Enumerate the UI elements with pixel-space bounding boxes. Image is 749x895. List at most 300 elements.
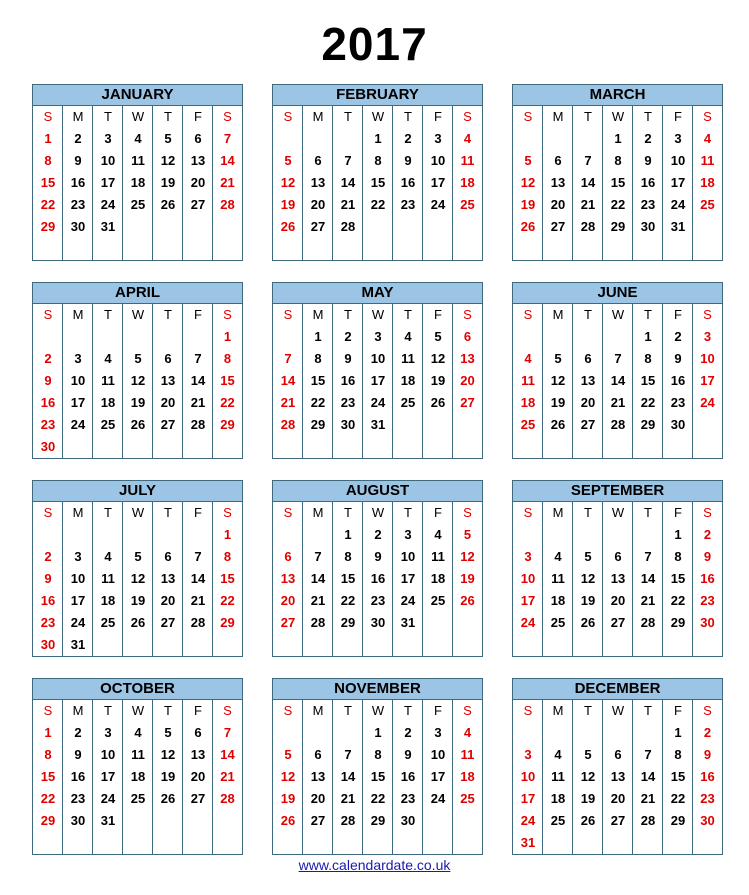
week-row <box>273 722 482 744</box>
date-cell <box>363 436 393 458</box>
date-cell: 13 <box>160 571 176 586</box>
date-cell: 29 <box>670 813 686 828</box>
date-cell: 23 <box>700 593 715 608</box>
date-cell <box>663 436 693 458</box>
date-cell <box>423 414 453 436</box>
date-cell: 29 <box>40 219 56 234</box>
date-cell: 29 <box>370 813 386 828</box>
date-cell <box>423 216 453 238</box>
week-row <box>273 832 482 854</box>
date-cell: 10 <box>70 571 86 586</box>
week-row <box>33 370 242 392</box>
date-cell: 14 <box>310 571 326 586</box>
date-cell: 25 <box>460 197 475 212</box>
date-cell: 16 <box>400 175 416 190</box>
week-row <box>273 546 482 568</box>
date-cell <box>33 326 63 348</box>
date-cell: 12 <box>160 153 176 168</box>
date-cell <box>513 634 543 656</box>
date-cell: 7 <box>314 549 322 564</box>
week-row <box>33 216 242 238</box>
date-cell: 25 <box>130 791 146 806</box>
date-cell: 19 <box>550 395 566 410</box>
date-cell: 21 <box>220 175 235 190</box>
date-cell: 19 <box>460 571 475 586</box>
date-cell: 25 <box>700 197 715 212</box>
date-cell <box>693 216 722 238</box>
date-cell <box>543 524 573 546</box>
date-cell: 12 <box>460 549 475 564</box>
date-cell <box>543 326 573 348</box>
date-cell: 8 <box>674 549 682 564</box>
week-row <box>33 348 242 370</box>
date-cell <box>303 722 333 744</box>
date-cell: 18 <box>100 395 116 410</box>
date-cell: 2 <box>404 725 412 740</box>
date-cell: 9 <box>74 747 82 762</box>
weekday-header-row <box>513 700 722 722</box>
date-cell: 27 <box>160 615 176 630</box>
weekday-label: T <box>344 109 352 124</box>
date-cell: 14 <box>220 747 235 762</box>
date-cell: 25 <box>100 417 116 432</box>
date-cell: 16 <box>700 769 715 784</box>
date-cell <box>303 436 333 458</box>
date-cell: 22 <box>370 197 386 212</box>
date-cell: 1 <box>644 329 652 344</box>
weekday-header-row <box>33 502 242 524</box>
date-cell: 4 <box>554 747 562 762</box>
date-cell: 11 <box>551 571 565 586</box>
date-cell <box>153 216 183 238</box>
date-cell: 12 <box>430 351 446 366</box>
date-cell: 30 <box>70 219 86 234</box>
date-cell: 9 <box>374 549 382 564</box>
date-cell <box>513 128 543 150</box>
date-cell: 27 <box>160 417 176 432</box>
date-cell: 18 <box>100 593 116 608</box>
weekday-label: T <box>164 505 172 520</box>
date-cell: 17 <box>70 593 86 608</box>
weekday-label: S <box>523 307 533 322</box>
weekday-label: M <box>312 109 324 124</box>
week-row <box>513 370 722 392</box>
date-cell <box>573 524 603 546</box>
date-cell: 22 <box>40 791 56 806</box>
date-cell <box>93 436 123 458</box>
date-cell: 4 <box>134 725 142 740</box>
date-cell <box>603 326 633 348</box>
date-cell: 21 <box>340 197 356 212</box>
week-row <box>513 810 722 832</box>
date-cell: 29 <box>640 417 656 432</box>
date-cell: 2 <box>374 527 382 542</box>
date-cell: 8 <box>223 351 232 366</box>
date-cell: 6 <box>284 549 292 564</box>
weekday-label: S <box>523 703 533 718</box>
date-cell: 9 <box>344 351 352 366</box>
date-cell <box>513 722 543 744</box>
date-cell: 10 <box>100 747 116 762</box>
week-row <box>513 392 722 414</box>
date-cell: 21 <box>640 791 656 806</box>
weekday-header-row <box>513 304 722 326</box>
date-cell: 21 <box>580 197 596 212</box>
week-row <box>33 128 242 150</box>
weekday-label: S <box>703 505 712 520</box>
date-cell: 1 <box>314 329 322 344</box>
date-cell <box>303 832 333 854</box>
date-cell: 22 <box>220 593 235 608</box>
week-row <box>513 744 722 766</box>
weekday-label: T <box>404 307 412 322</box>
date-cell <box>273 436 303 458</box>
weekday-label: S <box>43 505 53 520</box>
date-cell <box>453 414 482 436</box>
date-cell <box>453 612 482 634</box>
date-cell: 14 <box>280 373 296 388</box>
date-cell: 15 <box>640 373 656 388</box>
date-cell: 31 <box>100 813 116 828</box>
date-cell: 30 <box>400 813 416 828</box>
date-cell <box>63 524 93 546</box>
date-cell: 11 <box>431 549 445 564</box>
weekday-label: W <box>371 505 385 520</box>
date-cell: 1 <box>223 527 232 542</box>
date-cell: 20 <box>190 175 206 190</box>
date-cell <box>423 436 453 458</box>
date-cell: 7 <box>644 747 652 762</box>
date-cell: 20 <box>310 197 326 212</box>
date-cell: 20 <box>550 197 566 212</box>
week-row <box>273 744 482 766</box>
date-cell <box>123 326 153 348</box>
date-cell: 18 <box>430 571 446 586</box>
date-cell: 23 <box>70 791 86 806</box>
date-cell: 14 <box>340 175 356 190</box>
date-cell: 3 <box>434 131 442 146</box>
date-cell: 1 <box>344 527 352 542</box>
date-cell: 7 <box>194 549 202 564</box>
month-name: MAY <box>273 283 482 304</box>
week-row <box>513 238 722 260</box>
weekday-label: T <box>104 307 112 322</box>
week-row <box>513 590 722 612</box>
date-cell <box>393 634 423 656</box>
week-row <box>33 722 242 744</box>
date-cell: 13 <box>190 747 206 762</box>
date-cell <box>603 238 633 260</box>
date-cell: 10 <box>430 153 446 168</box>
date-cell <box>153 832 183 854</box>
week-row <box>513 150 722 172</box>
date-cell: 9 <box>44 373 52 388</box>
date-cell: 16 <box>70 175 86 190</box>
date-cell: 5 <box>164 725 172 740</box>
date-cell <box>183 524 213 546</box>
date-cell: 26 <box>280 813 296 828</box>
date-cell: 2 <box>44 549 52 564</box>
date-cell <box>423 238 453 260</box>
date-cell: 14 <box>640 571 656 586</box>
weekday-label: M <box>72 109 84 124</box>
date-cell: 24 <box>520 615 536 630</box>
weekday-label: F <box>674 703 682 718</box>
date-cell <box>183 832 213 854</box>
weekday-label: W <box>131 307 145 322</box>
date-cell: 29 <box>40 813 56 828</box>
date-cell: 2 <box>674 329 682 344</box>
date-cell: 13 <box>310 175 326 190</box>
date-cell <box>663 634 693 656</box>
date-cell <box>393 436 423 458</box>
date-cell <box>183 238 213 260</box>
date-cell: 31 <box>520 835 536 850</box>
date-cell: 5 <box>584 549 592 564</box>
date-cell: 3 <box>74 351 82 366</box>
date-cell: 17 <box>70 395 86 410</box>
week-row <box>513 568 722 590</box>
date-cell: 6 <box>194 131 202 146</box>
date-cell: 22 <box>640 395 656 410</box>
date-cell: 1 <box>674 527 682 542</box>
date-cell: 2 <box>404 131 412 146</box>
month-december <box>512 678 723 855</box>
weekday-label: M <box>552 505 564 520</box>
week-row <box>513 546 722 568</box>
date-cell: 26 <box>160 197 176 212</box>
weekday-label: S <box>523 109 533 124</box>
date-cell: 21 <box>220 769 235 784</box>
date-cell <box>93 634 123 656</box>
month-september <box>512 480 723 657</box>
date-cell: 26 <box>280 219 296 234</box>
date-cell: 11 <box>101 571 115 586</box>
date-cell: 19 <box>160 175 176 190</box>
date-cell: 10 <box>400 549 416 564</box>
date-cell: 7 <box>614 351 622 366</box>
date-cell <box>453 634 482 656</box>
date-cell: 9 <box>703 747 712 762</box>
weekday-label: T <box>404 505 412 520</box>
week-row <box>33 612 242 634</box>
weekday-label: S <box>223 307 232 322</box>
month-june <box>512 282 723 459</box>
date-cell <box>633 436 663 458</box>
weekday-header-row <box>273 700 482 722</box>
date-cell <box>603 634 633 656</box>
week-row <box>273 370 482 392</box>
week-row <box>273 612 482 634</box>
weekday-label: T <box>104 703 112 718</box>
weekday-label: S <box>463 109 472 124</box>
weekday-label: W <box>131 505 145 520</box>
date-cell: 16 <box>640 175 656 190</box>
date-cell: 19 <box>430 373 446 388</box>
date-cell <box>303 238 333 260</box>
date-cell: 29 <box>220 615 235 630</box>
date-cell: 26 <box>550 417 566 432</box>
date-cell: 6 <box>584 351 592 366</box>
date-cell: 2 <box>703 725 712 740</box>
date-cell <box>93 238 123 260</box>
date-cell: 18 <box>130 175 146 190</box>
date-cell: 19 <box>130 593 146 608</box>
weekday-header-row <box>33 700 242 722</box>
week-row <box>33 788 242 810</box>
date-cell <box>213 216 242 238</box>
weekday-label: S <box>703 307 712 322</box>
date-cell: 27 <box>580 417 596 432</box>
date-cell: 14 <box>190 373 206 388</box>
date-cell: 29 <box>670 615 686 630</box>
date-cell: 23 <box>370 593 386 608</box>
date-cell <box>603 832 633 854</box>
date-cell <box>123 832 153 854</box>
date-cell: 18 <box>460 769 475 784</box>
date-cell: 8 <box>374 153 382 168</box>
week-row <box>513 612 722 634</box>
date-cell: 20 <box>610 791 626 806</box>
date-cell: 23 <box>40 615 56 630</box>
date-cell <box>153 810 183 832</box>
date-cell: 5 <box>134 351 142 366</box>
date-cell <box>183 326 213 348</box>
month-november <box>272 678 483 855</box>
date-cell: 14 <box>580 175 596 190</box>
date-cell: 13 <box>310 769 326 784</box>
date-cell: 11 <box>401 351 415 366</box>
date-cell <box>663 238 693 260</box>
date-cell <box>123 524 153 546</box>
date-cell: 22 <box>610 197 626 212</box>
date-cell: 5 <box>434 329 442 344</box>
date-cell: 18 <box>550 593 566 608</box>
date-cell: 16 <box>40 395 56 410</box>
date-cell: 20 <box>310 791 326 806</box>
week-row <box>33 414 242 436</box>
date-cell <box>453 832 482 854</box>
date-cell: 12 <box>280 769 296 784</box>
date-cell: 3 <box>404 527 412 542</box>
weekday-label: M <box>552 109 564 124</box>
date-cell: 12 <box>520 175 536 190</box>
date-cell: 30 <box>670 417 686 432</box>
date-cell <box>393 414 423 436</box>
date-cell: 7 <box>344 153 352 168</box>
date-cell: 4 <box>434 527 442 542</box>
date-cell: 6 <box>463 329 472 344</box>
date-cell: 25 <box>430 593 446 608</box>
date-cell: 23 <box>340 395 356 410</box>
date-cell: 12 <box>130 571 146 586</box>
date-cell: 11 <box>460 747 475 762</box>
date-cell: 7 <box>344 747 352 762</box>
date-cell: 7 <box>194 351 202 366</box>
week-row <box>33 150 242 172</box>
weekday-label: F <box>434 505 442 520</box>
date-cell: 12 <box>580 571 596 586</box>
date-cell: 24 <box>70 417 86 432</box>
date-cell: 8 <box>344 549 352 564</box>
week-row <box>33 172 242 194</box>
date-cell: 2 <box>74 725 82 740</box>
date-cell: 10 <box>100 153 116 168</box>
date-cell <box>123 436 153 458</box>
week-row <box>33 744 242 766</box>
date-cell: 16 <box>70 769 86 784</box>
month-name: SEPTEMBER <box>513 481 722 502</box>
weekday-label: T <box>164 109 172 124</box>
date-cell <box>423 832 453 854</box>
date-cell: 28 <box>220 791 235 806</box>
week-row <box>273 150 482 172</box>
date-cell <box>63 436 93 458</box>
date-cell: 15 <box>370 769 386 784</box>
date-cell: 2 <box>44 351 52 366</box>
date-cell: 8 <box>223 549 232 564</box>
date-cell: 15 <box>370 175 386 190</box>
weekday-label: T <box>584 505 592 520</box>
weekday-label: M <box>72 307 84 322</box>
date-cell: 27 <box>460 395 475 410</box>
date-cell: 1 <box>374 131 382 146</box>
weekday-label: W <box>371 307 385 322</box>
date-cell: 13 <box>580 373 596 388</box>
month-october <box>32 678 243 855</box>
weekday-label: T <box>104 109 112 124</box>
date-cell <box>513 238 543 260</box>
date-cell: 6 <box>614 747 622 762</box>
date-cell <box>153 634 183 656</box>
weekday-label: S <box>523 505 533 520</box>
date-cell: 9 <box>703 549 712 564</box>
website-link[interactable]: www.calendardate.co.uk <box>298 857 451 873</box>
weekday-header-row <box>273 502 482 524</box>
date-cell: 30 <box>700 615 715 630</box>
weekday-label: M <box>72 505 84 520</box>
week-row <box>33 590 242 612</box>
date-cell: 15 <box>40 769 56 784</box>
weekday-label: T <box>404 703 412 718</box>
date-cell <box>183 810 213 832</box>
week-row <box>273 568 482 590</box>
week-row <box>513 172 722 194</box>
date-cell <box>693 238 722 260</box>
month-name: JUNE <box>513 283 722 304</box>
date-cell: 14 <box>340 769 356 784</box>
date-cell: 25 <box>100 615 116 630</box>
weekday-label: F <box>194 505 202 520</box>
date-cell: 28 <box>640 615 656 630</box>
date-cell: 24 <box>520 813 536 828</box>
date-cell: 28 <box>580 219 596 234</box>
date-cell: 2 <box>344 329 352 344</box>
date-cell: 27 <box>280 615 296 630</box>
date-cell <box>393 216 423 238</box>
date-cell <box>453 810 482 832</box>
date-cell: 13 <box>610 571 626 586</box>
date-cell: 17 <box>370 373 386 388</box>
date-cell: 11 <box>460 153 475 168</box>
date-cell <box>273 128 303 150</box>
date-cell: 5 <box>524 153 532 168</box>
date-cell: 19 <box>580 791 596 806</box>
weekday-label: T <box>104 505 112 520</box>
date-cell: 6 <box>314 747 322 762</box>
date-cell <box>543 436 573 458</box>
weekday-label: M <box>312 703 324 718</box>
